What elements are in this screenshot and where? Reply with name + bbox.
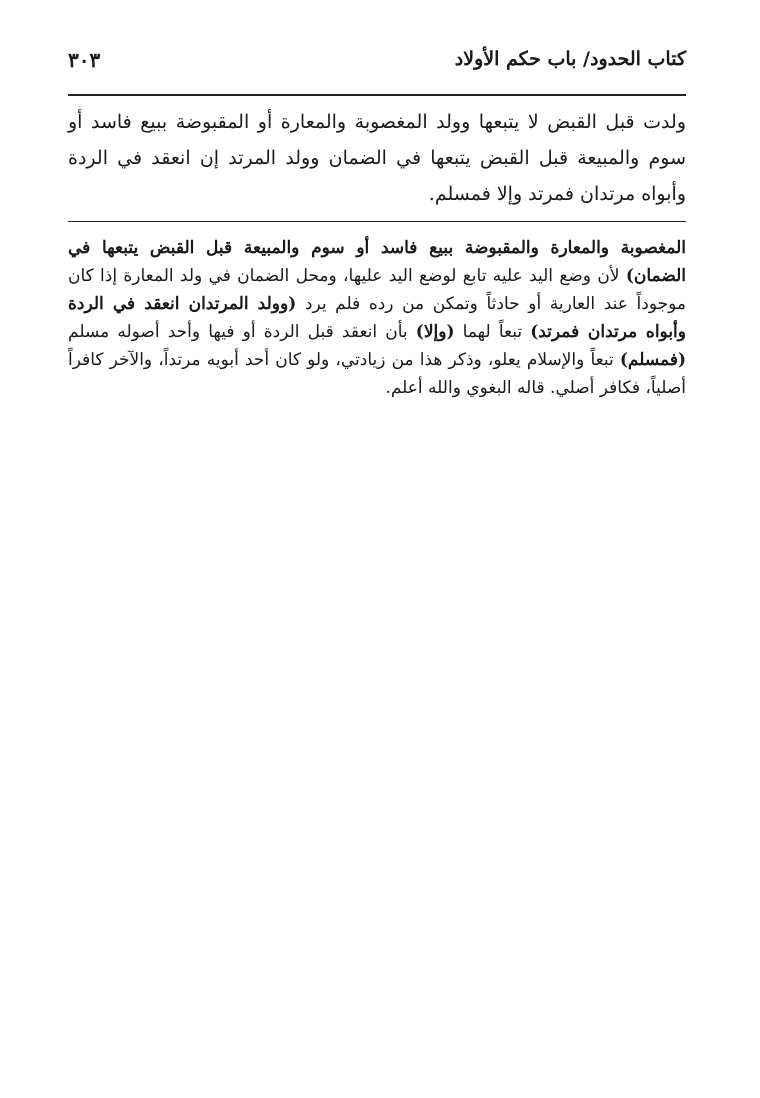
commentary-text	[68, 234, 686, 402]
commentary-bold-quote: (وإلا)	[415, 322, 455, 342]
commentary-divider	[68, 221, 686, 222]
page-number: ٣٠٣	[68, 48, 101, 72]
commentary-paragraph	[68, 234, 686, 402]
commentary-bold-quote: (وولد المرتدان انعقد في الردة وأبواه مرتدان فمرتد)	[68, 294, 686, 342]
commentary-bold-quote: المغصوبة والمعارة والمقبوضة ببيع فاسد أو سوم والمبيعة قبل القبض يتبعها في الضمان)	[68, 238, 686, 286]
commentary-explanation: تبعاً لهما	[454, 322, 531, 342]
commentary-explanation: تبعاً والإسلام يعلو، وذكر هذا من زيادتي، ولو كان أحد أبويه مرتداً، والآخر كافراً أصلياً، فكافر أصلي. قاله البغوي والله أعلم.	[68, 350, 686, 398]
commentary-explanation: لأن وضع اليد عليه تابع لوضع اليد عليها، ومحل الضمان في ولد المعارة إذا كان موجوداً عند العارية أو حادثاً وتمكن من رده فلم يرد	[68, 266, 687, 314]
main-text-paragraph: ولدت قبل القبض لا يتبعها وولد المغصوبة والمعارة أو المقبوضة ببيع فاسد أو سوم والمبيعة قبل القبض يتبعها في الضمان وولد المرتد إن انعقد في الردة وأبواه مرتدان فمرتد وإلا فمسلم.	[68, 111, 686, 205]
header-divider	[68, 94, 686, 96]
header-title: كتاب الحدود/ باب حكم الأولاد	[454, 48, 686, 70]
running-header	[68, 48, 686, 84]
main-text	[68, 104, 686, 212]
commentary-explanation: بأن انعقد قبل الردة أو فيها وأحد أصوله مسلم	[68, 322, 416, 342]
commentary-bold-quote: (فمسلم)	[619, 350, 686, 370]
